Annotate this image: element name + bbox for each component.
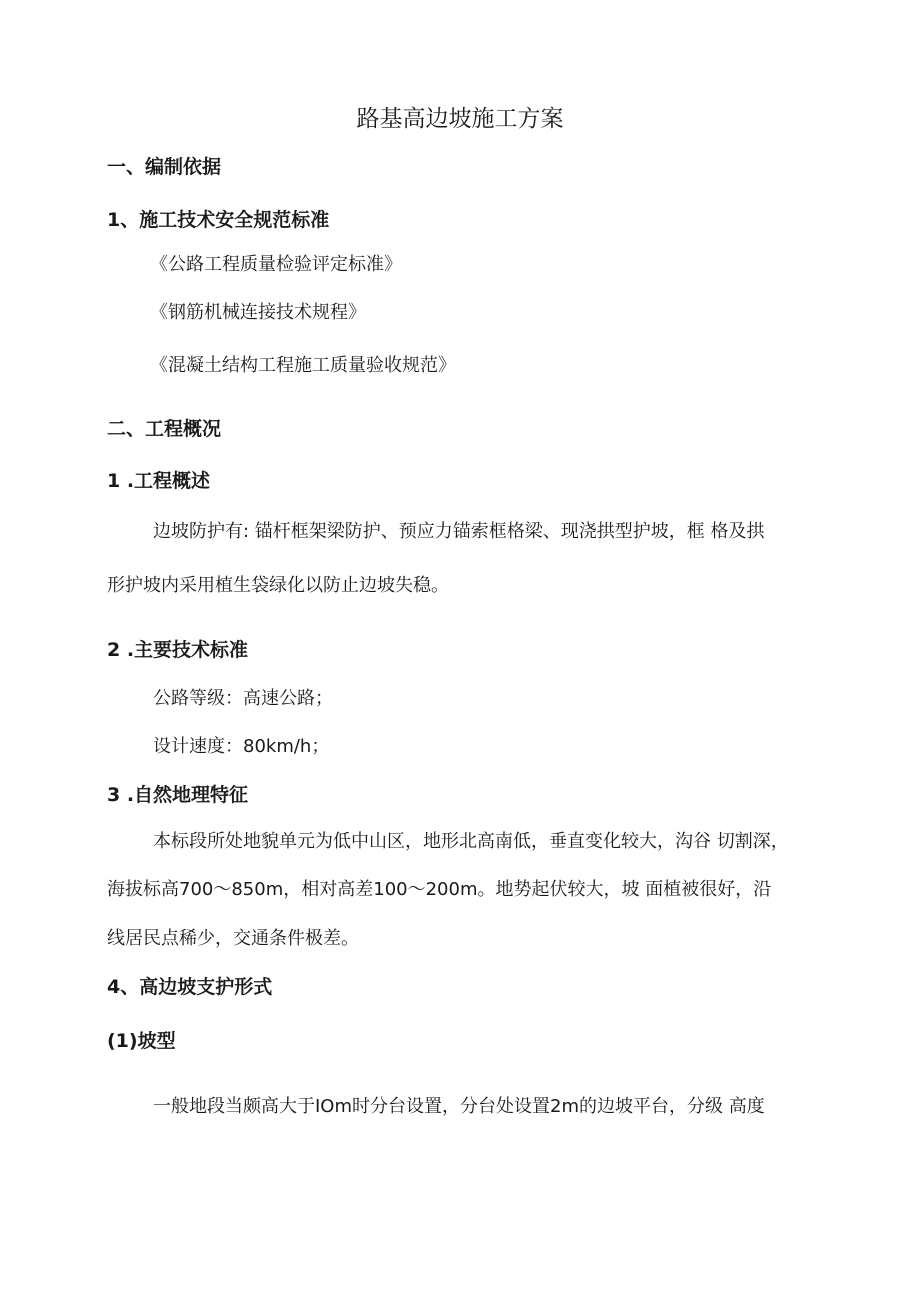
subsection-heading-standards: 1、施工技术安全规范标准	[107, 209, 330, 231]
document-title: 路基高边坡施工方案	[356, 106, 564, 132]
design-speed-text: 设计速度：80km/h；	[153, 736, 330, 757]
road-class-text: 公路等级：高速公路；	[153, 688, 333, 709]
subsection-heading-slope-type: (1)坡型	[107, 1030, 176, 1052]
section-heading-basis: 一、编制依据	[107, 156, 222, 178]
subsection-heading-tech-standards: 2 .主要技术标准	[107, 639, 249, 661]
geography-paragraph-line: 线居民点稀少，交通条件极差。	[107, 928, 359, 949]
subsection-heading-slope-support: 4、高边坡支护形式	[107, 976, 273, 998]
slope-type-paragraph-line: 一般地段当颇高大于IOm时分台设置，分台处设置2m的边坡平台，分级 高度	[153, 1096, 765, 1117]
subsection-heading-project-overview: 1 .工程概述	[107, 470, 211, 492]
subsection-heading-geography: 3 .自然地理特征	[107, 784, 249, 806]
geography-paragraph-line: 本标段所处地貌单元为低中山区，地形北高南低，垂直变化较大，沟谷 切割深，	[153, 831, 789, 852]
standard-item: 《钢筋机械连接技术规程》	[150, 302, 366, 323]
standard-item: 《混凝土结构工程施工质量验收规范》	[150, 355, 456, 376]
geography-paragraph-line: 海拔标高700～850m，相对高差100～200m。地势起伏较大，坡 面植被很好，沿	[107, 879, 772, 900]
standard-item: 《公路工程质量检验评定标准》	[150, 254, 402, 275]
overview-paragraph-line: 形护坡内采用植生袋绿化以防止边坡失稳。	[107, 575, 449, 596]
overview-paragraph-line: 边坡防护有: 锚杆框架梁防护、预应力锚索框格梁、现浇拱型护坡，框 格及拱	[153, 521, 765, 542]
section-heading-overview: 二、工程概况	[107, 418, 222, 440]
